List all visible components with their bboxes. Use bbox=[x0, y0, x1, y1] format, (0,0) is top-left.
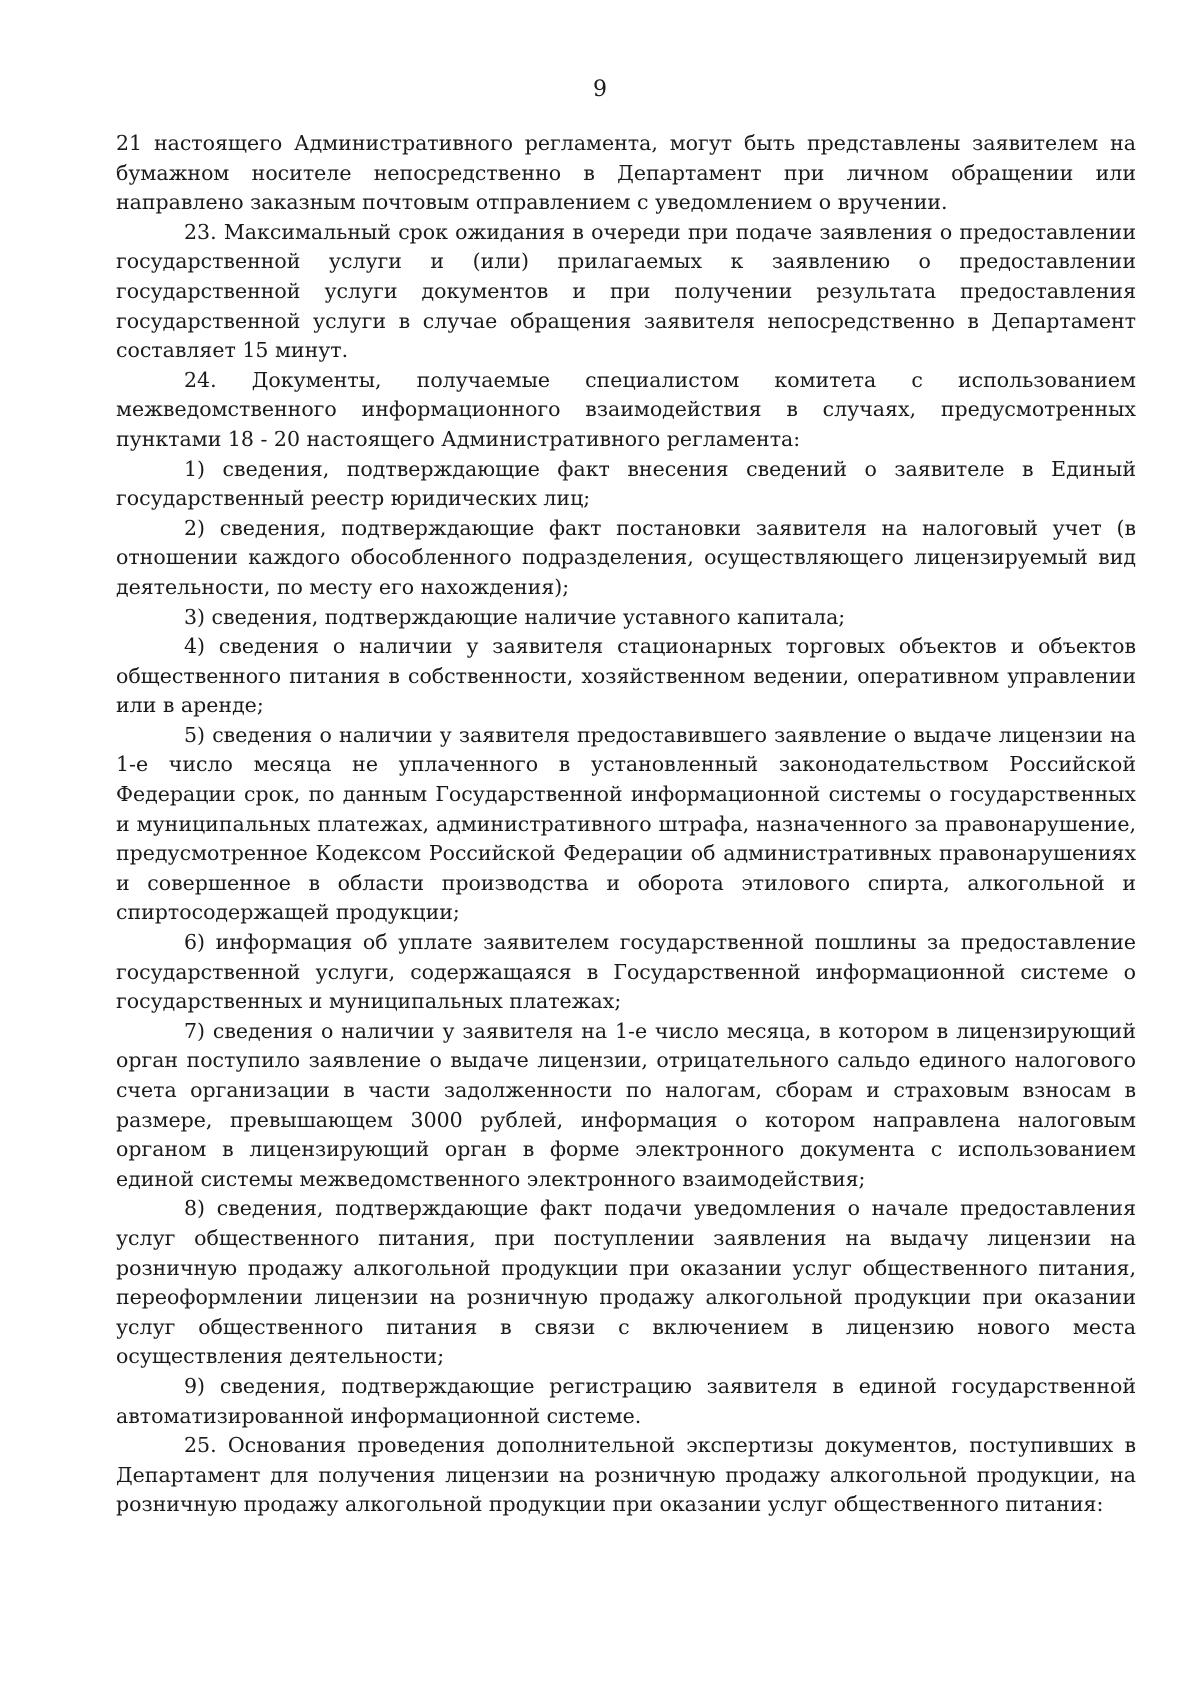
paragraph-23: 23. Максимальный срок ожидания в очереди при подаче заявления о предоставлении государственной услуги и (или) прилагаемых к заявлению о предоставлении государственной услуги документов и при получении результата предоставления государственной услуги в случае обращения заявителя непосредственно в Департамент составляет 15 минут. bbox=[116, 219, 1136, 363]
page-number: 9 bbox=[593, 77, 607, 102]
list-item-2: 2) сведения, подтверждающие факт постановки заявителя на налоговый учет (в отношении каждого обособленного подразделения, осуществляющего лицензируемый вид деятельности, по месту его нахождения); bbox=[116, 515, 1136, 599]
list-item-9: 9) сведения, подтверждающие регистрацию заявителя в единой государственной автоматизированной информационной системе. bbox=[116, 1373, 1136, 1428]
document-body bbox=[116, 129, 1136, 1520]
list-item-6: 6) информация об уплате заявителем государственной пошлины за предоставление государственной услуги, содержащаяся в Государственной информационной системе о государственных и муниципальных платежах; bbox=[116, 930, 1136, 1014]
list-item-7: 7) сведения о наличии у заявителя на 1-е число месяца, в котором в лицензирующий орган поступило заявление о выдаче лицензии, отрицательного сальдо единого налогового счета организации в части задолженности по налогам, сборам и страховым взносам в размере, превышающем 3000 рублей, информация о котором направлена налоговым органом в лицензирующий орган в форме электронного документа с использованием единой системы межведомственного электронного взаимодействия; bbox=[116, 1018, 1136, 1191]
paragraph-25: 25. Основания проведения дополнительной экспертизы документов, поступивших в Департамент для получения лицензии на розничную продажу алкогольной продукции, на розничную продажу алкогольной продукции при оказании услуг общественного питания: bbox=[116, 1433, 1136, 1517]
list-item-8: 8) сведения, подтверждающие факт подачи уведомления о начале предоставления услуг общественного питания, при поступлении заявления на выдачу лицензии на розничную продажу алкогольной продукции при оказании услуг общественного питания, переоформлении лицензии на розничную продажу алкогольной продукции при оказании услуг общественного питания в связи с включением в лицензию нового места осуществления деятельности; bbox=[116, 1196, 1136, 1369]
list-item-4: 4) сведения о наличии у заявителя стационарных торговых объектов и объектов общественного питания в собственности, хозяйственном ведении, оперативном управлении или в аренде; bbox=[116, 634, 1136, 718]
list-item-3: 3) сведения, подтверждающие наличие уставного капитала; bbox=[184, 604, 846, 629]
paragraph-continuation: 21 настоящего Административного регламента, могут быть представлены заявителем на бумажном носителе непосредственно в Департамент при личном обращении или направлено заказным почтовым отправлением с уведомлением о вручении. bbox=[116, 131, 1136, 215]
list-item-1: 1) сведения, подтверждающие факт внесения сведений о заявителе в Единый государственный реестр юридических лиц; bbox=[116, 456, 1136, 511]
list-item-5: 5) сведения о наличии у заявителя предоставившего заявление о выдаче лицензии на 1-е число месяца не уплаченного в установленный законодательством Российской Федерации срок, по данным Государственной информационной системы о государственных и муниципальных платежах, административного штрафа, назначенного за правонарушение, предусмотренное Кодексом Российской Федерации об административных правонарушениях и совершенное в области производства и оборота этилового спирта, алкогольной и спиртосодержащей продукции; bbox=[116, 722, 1136, 925]
paragraph-24: 24. Документы, получаемые специалистом комитета с использованием межведомственного информационного взаимодействия в случаях, предусмотренных пунктами 18 - 20 настоящего Административного регламента: bbox=[116, 367, 1136, 451]
